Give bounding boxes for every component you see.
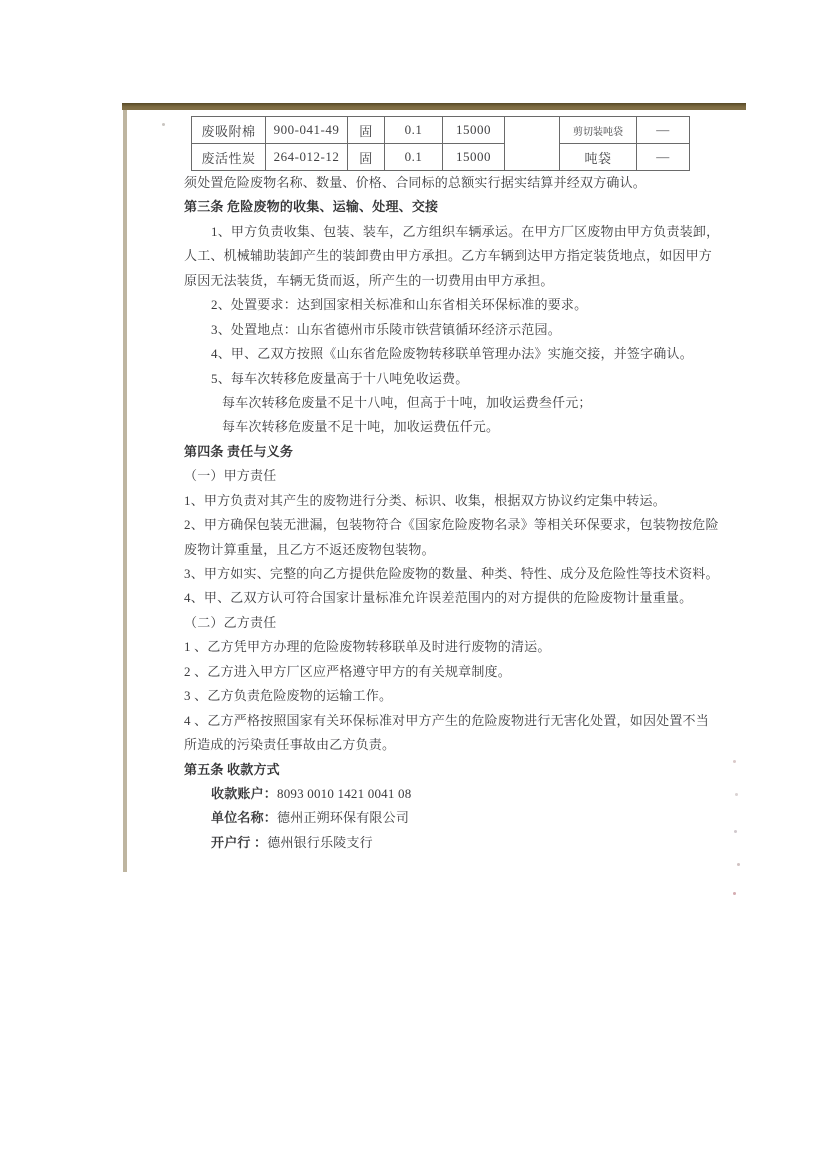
text-content: 废物计算重量，且乙方不返还废物包装物。 bbox=[184, 541, 435, 557]
cell-blank bbox=[505, 117, 560, 171]
text-line bbox=[184, 513, 732, 537]
text-line bbox=[184, 586, 732, 610]
text-content: 第四条 责任与义务 bbox=[184, 443, 294, 459]
text-line bbox=[184, 782, 732, 806]
text-line bbox=[184, 806, 732, 830]
text-content: 4、甲、乙双方按照《山东省危险废物转移联单管理办法》实施交接，并签字确认。 bbox=[211, 346, 693, 362]
cell-form: 固 bbox=[348, 117, 385, 144]
cell-quantity: 0.1 bbox=[385, 144, 443, 171]
text-content: 每车次转移危废量不足十吨，加收运费伍仟元。 bbox=[222, 419, 500, 435]
text-line bbox=[184, 220, 732, 244]
text-line bbox=[184, 611, 732, 635]
cell-price: 15000 bbox=[443, 117, 505, 144]
text-line bbox=[184, 464, 732, 488]
text-line bbox=[184, 538, 732, 562]
text-line bbox=[184, 342, 732, 366]
text-content: 2、处置要求：达到国家相关标准和山东省相关环保标准的要求。 bbox=[211, 297, 588, 313]
waste-table-row bbox=[192, 117, 690, 144]
field-label: 单位名称： bbox=[211, 810, 278, 826]
hazardous-waste-table bbox=[191, 116, 690, 171]
text-content: 2、甲方确保包装无泄漏，包装物符合《国家危险废物名录》等相关环保要求，包装物按危险 bbox=[184, 517, 719, 533]
scan-artifact-dots bbox=[733, 760, 736, 763]
text-line bbox=[184, 684, 732, 708]
text-content: 1、甲方负责对其产生的废物进行分类、标识、收集，根据双方协议约定集中转运。 bbox=[184, 492, 666, 508]
page-top-rule bbox=[122, 103, 746, 110]
text-content: （二）乙方责任 bbox=[184, 614, 277, 630]
cell-package: 吨袋 bbox=[560, 144, 637, 171]
section-heading bbox=[184, 195, 732, 219]
cell-name: 废吸附棉 bbox=[192, 117, 266, 144]
waste-table-row bbox=[192, 144, 690, 171]
text-content: 3 、乙方负责危险废物的运输工作。 bbox=[184, 688, 393, 704]
cell-price: 15000 bbox=[443, 144, 505, 171]
text-line bbox=[184, 562, 732, 586]
text-line bbox=[184, 635, 732, 659]
text-content: （一）甲方责任 bbox=[184, 468, 277, 484]
text-content: 所造成的污染责任事故由乙方负责。 bbox=[184, 737, 396, 753]
cell-name: 废活性炭 bbox=[192, 144, 266, 171]
cell-form: 固 bbox=[348, 144, 385, 171]
text-line bbox=[184, 318, 732, 342]
field-label: 开户行 ： bbox=[211, 834, 268, 850]
text-line bbox=[184, 391, 732, 415]
text-content: 4 、乙方严格按照国家有关环保标准对甲方产生的危险废物进行无害化处置，如因处置不当 bbox=[184, 712, 709, 728]
section-heading bbox=[184, 758, 732, 782]
text-line bbox=[184, 489, 732, 513]
text-line bbox=[184, 293, 732, 317]
text-content: 1 、乙方凭甲方办理的危险废物转移联单及时进行废物的清运。 bbox=[184, 639, 551, 655]
field-label: 收款账户： bbox=[211, 785, 278, 801]
cell-code: 264-012-12 bbox=[266, 144, 348, 171]
text-line bbox=[184, 269, 732, 293]
text-line bbox=[184, 660, 732, 684]
text-content: 第三条 危险废物的收集、运输、处理、交接 bbox=[184, 199, 439, 215]
text-content: 每车次转移危废量不足十八吨，但高于十吨，加收运费叁仟元； bbox=[222, 394, 592, 410]
cell-note: — bbox=[637, 117, 690, 144]
text-content: 2 、乙方进入甲方厂区应严格遵守甲方的有关规章制度。 bbox=[184, 663, 511, 679]
cell-code: 900-041-49 bbox=[266, 117, 348, 144]
cell-note: — bbox=[637, 144, 690, 171]
contract-body-text bbox=[184, 171, 732, 855]
cell-quantity: 0.1 bbox=[385, 117, 443, 144]
text-line bbox=[184, 831, 732, 855]
field-value: 德州正朔环保有限公司 bbox=[277, 810, 410, 826]
page-left-edge bbox=[123, 110, 127, 872]
field-value: 德州银行乐陵支行 bbox=[267, 834, 373, 850]
field-value: 8093 0010 1421 0041 08 bbox=[277, 785, 412, 801]
text-content: 5、每车次转移危废量高于十八吨免收运费。 bbox=[211, 370, 469, 386]
cell-package: 剪切装吨袋 bbox=[560, 117, 637, 144]
text-line bbox=[184, 415, 732, 439]
section-heading bbox=[184, 440, 732, 464]
text-content: 3、处置地点：山东省德州市乐陵市铁营镇循环经济示范园。 bbox=[211, 321, 561, 337]
text-line bbox=[184, 733, 732, 757]
text-content: 1、甲方负责收集、包装、装车，乙方组织车辆承运。在甲方厂区废物由甲方负责装卸， bbox=[211, 223, 720, 239]
text-content: 4、甲、乙双方认可符合国家计量标准允许误差范围内的对方提供的危险废物计量重量。 bbox=[184, 590, 693, 606]
text-content: 3、甲方如实、完整的向乙方提供危险废物的数量、种类、特性、成分及危险性等技术资料。 bbox=[184, 566, 719, 581]
text-line bbox=[184, 171, 732, 195]
text-content: 须处置危险废物名称、数量、价格、合同标的总额实行据实结算并经双方确认。 bbox=[184, 175, 647, 190]
text-content: 人工、机械辅助装卸产生的装卸费由甲方承担。乙方车辆到达甲方指定装货地点，如因甲方 bbox=[184, 248, 713, 264]
text-content: 第五条 收款方式 bbox=[184, 761, 280, 777]
text-line bbox=[184, 244, 732, 268]
text-line bbox=[184, 367, 732, 391]
text-line bbox=[184, 709, 732, 733]
text-content: 原因无法装货，车辆无货而返，所产生的一切费用由甲方承担。 bbox=[184, 272, 554, 288]
